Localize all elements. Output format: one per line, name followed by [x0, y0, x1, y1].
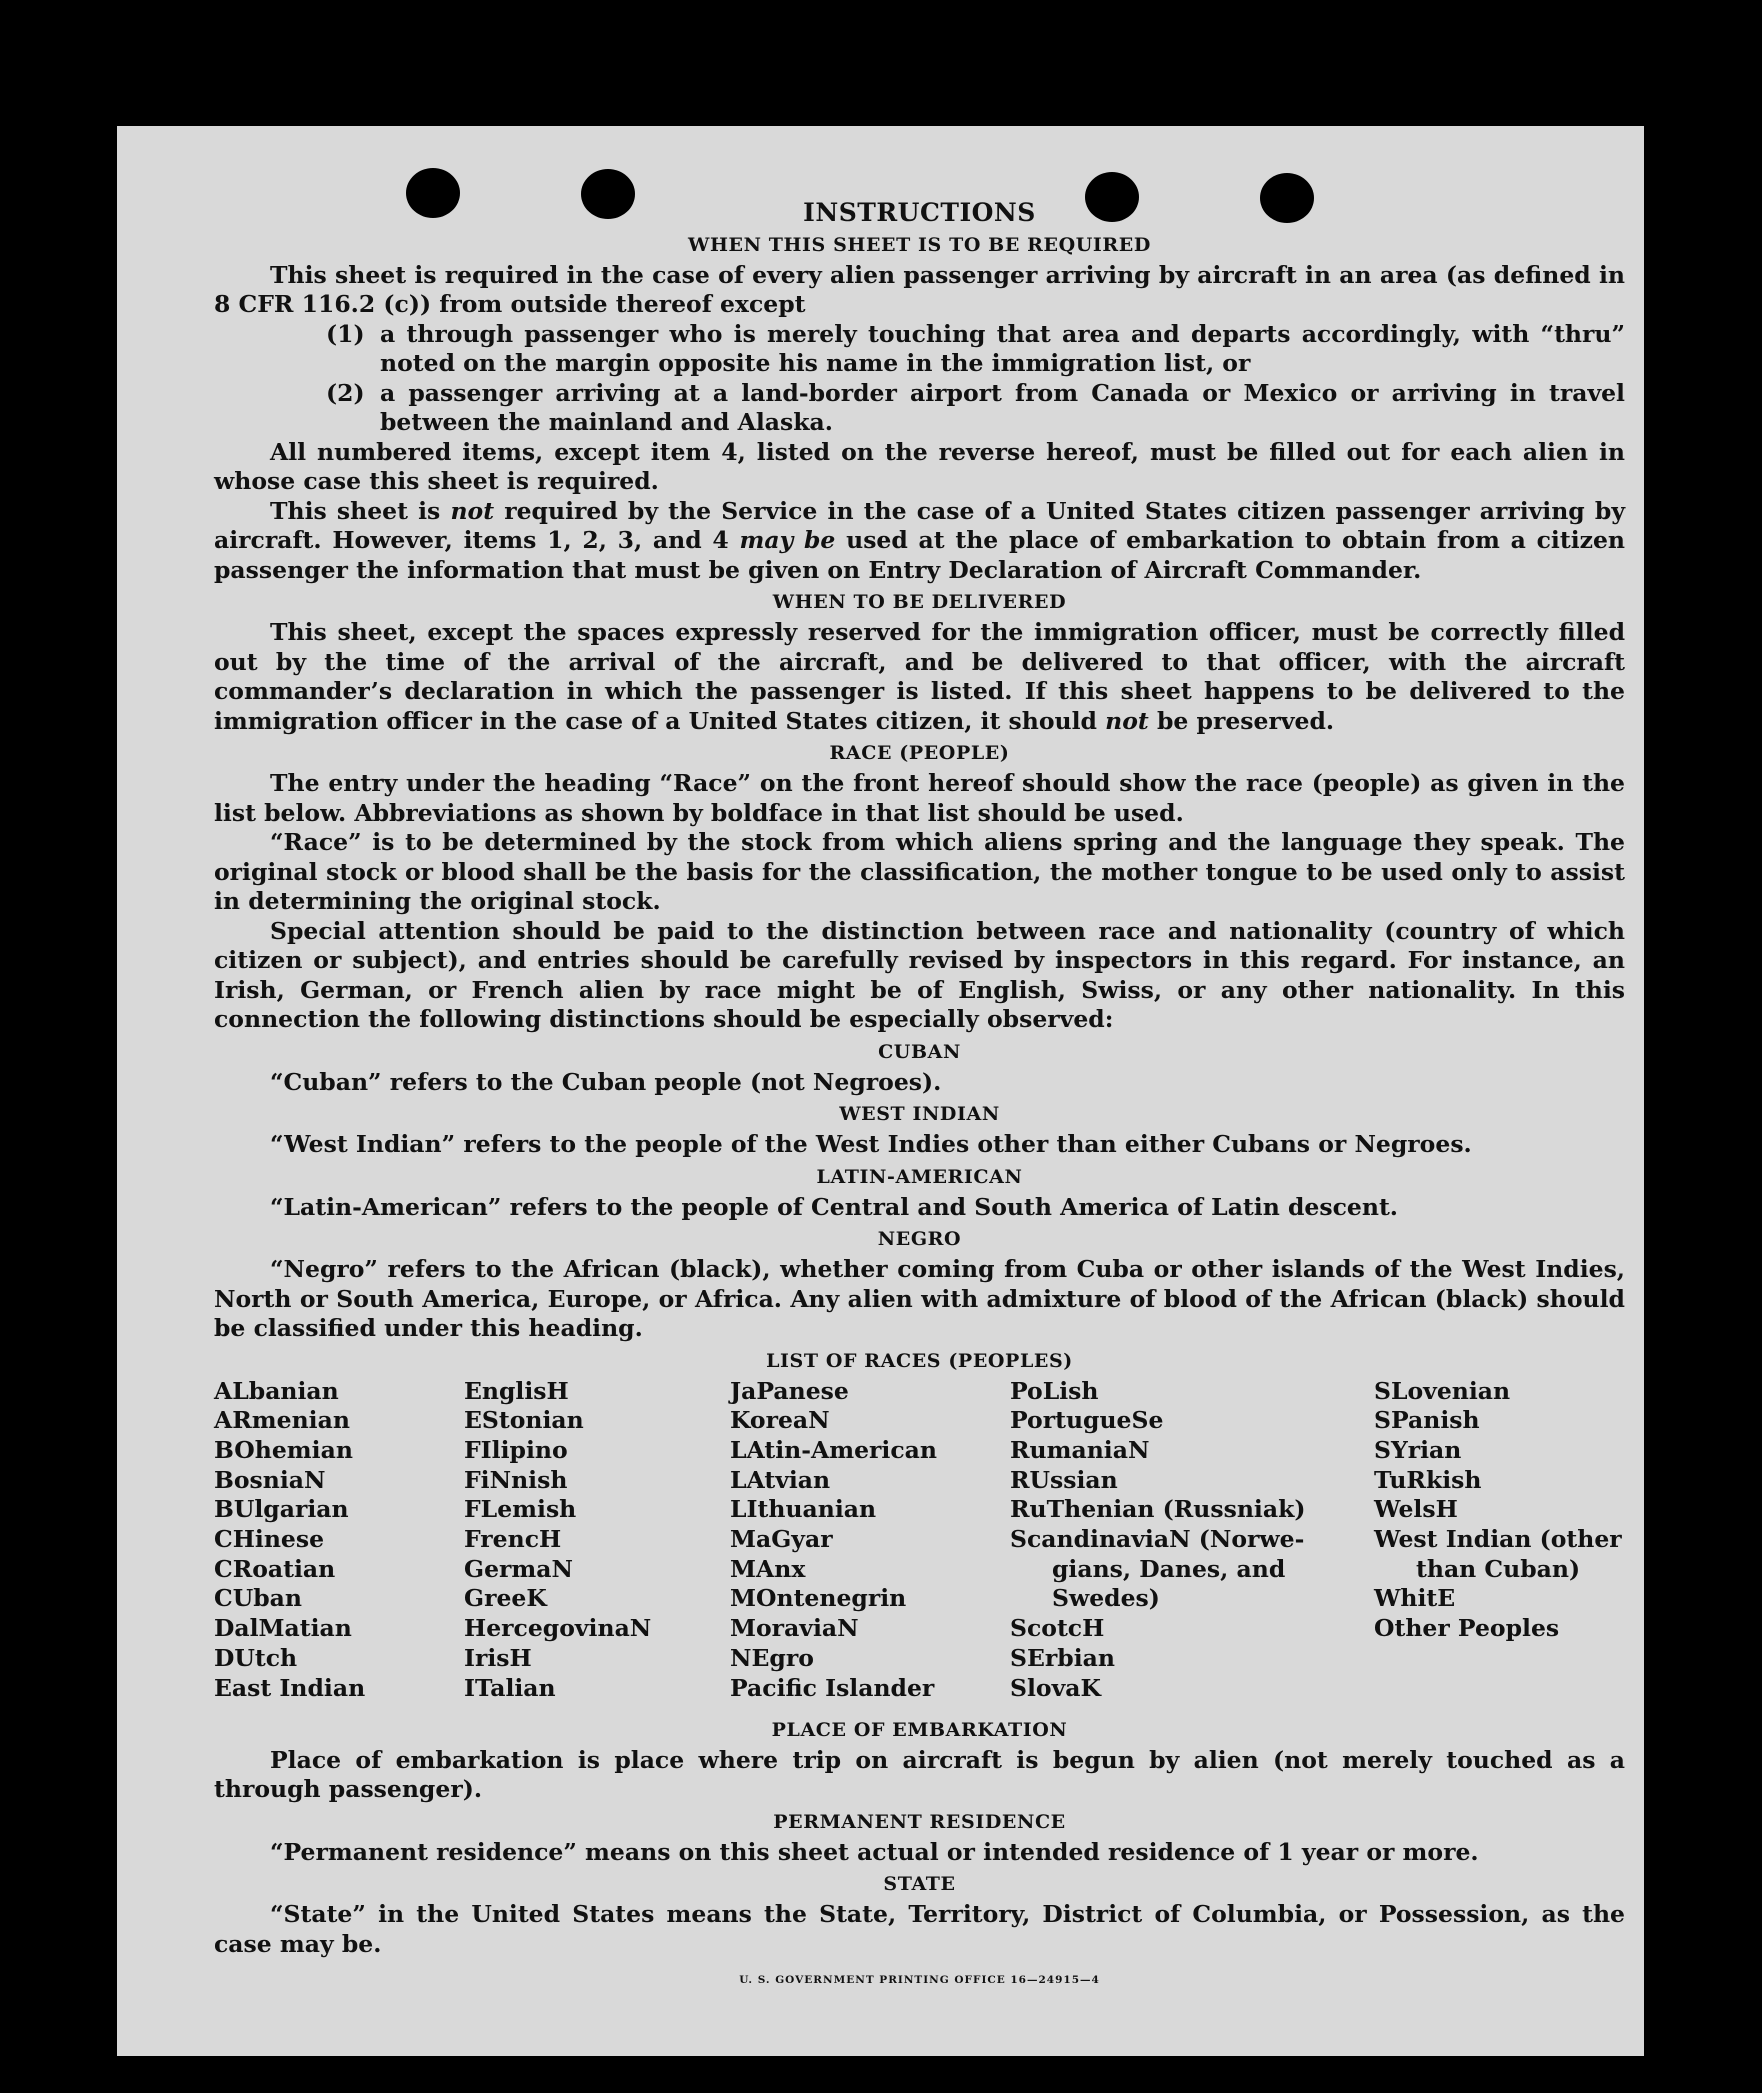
section-heading-west-indian: WEST INDIAN [839, 1103, 1000, 1125]
race-entry: NEgro [730, 1643, 814, 1672]
race-entry: MAnx [730, 1554, 806, 1583]
section-heading-race: RACE (PEOPLE) [829, 742, 1010, 764]
latin-american-definition: “Latin-American” refers to the people of Central and South America of Latin descent. [270, 1192, 1398, 1221]
race-entry: BUlgarian [214, 1495, 349, 1524]
section-heading-state: STATE [883, 1873, 956, 1895]
race-entry: SlovaK [1010, 1673, 1101, 1702]
emphasis-not: not [450, 496, 495, 525]
when-required-intro: This sheet is required in the case of every alien passenger arriving by aircraft in an area (as defined in 8 CFR 116.2 (c)) from outside thereof except [214, 260, 1625, 318]
item-text: a through passenger who is merely touching that area and departs accordingly, with “thru” noted on the margin opposite his name in the immigration list, or [380, 319, 1625, 377]
race-entry: SErbian [1010, 1643, 1115, 1672]
races-column-4 [1010, 1377, 1305, 1704]
race-entry: PoLish [1010, 1376, 1099, 1405]
list-of-races [214, 1377, 1625, 1713]
text-run: in that list should be used. [822, 798, 1184, 827]
text-run: used at the place of embarkation to obtain from a citizen passenger the information that must be given on Entry Declaration of Aircraft Commander. [214, 526, 1626, 584]
race-entry: RuThenian (Russniak) [1010, 1495, 1306, 1524]
race-entry: ScandinaviaN (Norwe- [1010, 1525, 1305, 1554]
race-entry: ARmenian [214, 1406, 350, 1435]
race-entry: RumaniaN [1010, 1435, 1150, 1464]
race-entry: SLovenian [1374, 1376, 1511, 1405]
race-entry: than Cuban) [1416, 1554, 1581, 1583]
item-text: a passenger arriving at a land-border airport from Canada or Mexico or arriving in travel between the mainland and Alaska. [380, 378, 1625, 436]
race-entry: SPanish [1374, 1406, 1480, 1435]
section-heading-when-required: WHEN THIS SHEET IS TO BE REQUIRED [688, 233, 1151, 256]
race-paragraph-3: Special attention should be paid to the distinction between race and nationality (country of which citizen or subject), and entries should be carefully revised by inspectors in this regard. For instance, an Irish, German, or French alien by race might be of English, Swiss, or any other nationality. In this connection the following distinctions should be especially observed: [214, 916, 1625, 1033]
text-run: required by the Service in the case of a United States citizen passenger arriving by aircraft. However, items 1, 2, 3, and 4 [214, 496, 1625, 554]
race-entry: Swedes) [1052, 1584, 1160, 1613]
races-column-1 [214, 1377, 365, 1704]
state-definition: “State” in the United States means the State, Territory, District of Columbia, or Possession, as the case may be. [214, 1900, 1625, 1958]
race-entry: BosniaN [214, 1465, 326, 1494]
race-entry: DalMatian [214, 1614, 352, 1643]
race-entry: IrisH [464, 1643, 532, 1672]
race-entry: FIlipino [464, 1435, 568, 1464]
section-heading-permanent-residence: PERMANENT RESIDENCE [773, 1810, 1066, 1833]
item-number: (2) [326, 378, 365, 407]
race-entry: SYrian [1374, 1435, 1462, 1464]
races-column-2 [464, 1377, 651, 1704]
race-entry: EStonian [464, 1406, 584, 1435]
race-entry: GermaN [464, 1554, 573, 1583]
races-column-3 [730, 1377, 937, 1704]
race-entry: Other Peoples [1374, 1614, 1560, 1643]
race-entry: East Indian [214, 1673, 366, 1702]
race-entry: MOntenegrin [730, 1584, 907, 1613]
races-column-5 [1374, 1377, 1622, 1644]
text-run: be preserved. [1148, 706, 1335, 735]
residence-definition: “Permanent residence” means on this sheet actual or intended residence of 1 year or more. [270, 1837, 1479, 1866]
section-heading-cuban: CUBAN [878, 1040, 961, 1063]
race-entry: GreeK [464, 1584, 547, 1613]
item-number: (1) [326, 319, 365, 348]
page-title: INSTRUCTIONS [803, 198, 1036, 227]
west-indian-definition: “West Indian” refers to the people of the West Indies other than either Cubans or Negroes. [270, 1130, 1472, 1158]
race-entry: FiNnish [464, 1465, 568, 1494]
race-entry: ITalian [464, 1673, 556, 1702]
race-entry: gians, Danes, and [1052, 1554, 1286, 1583]
exception-item-2 [214, 379, 1625, 438]
race-entry: MoraviaN [730, 1614, 859, 1643]
printing-office-footer: U. S. GOVERNMENT PRINTING OFFICE 16—24915—4 [739, 1974, 1100, 1986]
text-run: This sheet is [270, 496, 451, 525]
race-entry: ScotcH [1010, 1614, 1105, 1643]
negro-definition: “Negro” refers to the African (black), whether coming from Cuba or other islands of the West Indies, North or South America, Europe, or Africa. Any alien with admixture of blood of the African (black) should be classified under this heading. [214, 1255, 1625, 1342]
emphasis-not: not [1105, 706, 1149, 735]
race-entry: CHinese [214, 1525, 325, 1554]
race-entry: LAtvian [730, 1465, 831, 1494]
race-entry: FrencH [464, 1525, 562, 1554]
race-entry: HercegovinaN [464, 1614, 652, 1643]
document-sheet [117, 126, 1644, 2056]
citizen-paragraph [214, 497, 1625, 586]
embarkation-definition: Place of embarkation is place where trip on aircraft is begun by alien (not merely touched as a through passenger). [214, 1745, 1625, 1803]
text-run: The entry under the heading “Race” on the front hereof should show the race (people) as given in the list below. Abbreviations as shown by [214, 769, 1625, 827]
race-entry: JaPanese [730, 1376, 849, 1405]
race-entry: WhitE [1374, 1584, 1456, 1613]
race-entry: WelsH [1374, 1495, 1458, 1524]
race-entry: CUban [214, 1584, 302, 1613]
race-entry: FLemish [464, 1495, 577, 1524]
when-delivered-paragraph [214, 618, 1625, 736]
race-entry: DUtch [214, 1643, 298, 1672]
section-heading-list-of-races: LIST OF RACES (PEOPLES) [766, 1349, 1073, 1372]
race-entry: CRoatian [214, 1554, 336, 1583]
race-entry: MaGyar [730, 1525, 833, 1554]
section-heading-latin-american: LATIN-AMERICAN [816, 1165, 1023, 1188]
race-entry: KoreaN [730, 1406, 830, 1435]
race-entry: RUssian [1010, 1465, 1118, 1494]
race-paragraph-2: “Race” is to be determined by the stock from which aliens spring and the language they speak. The original stock or blood shall be the basis for the classification, the mother tongue to be used only to assist in determining the original stock. [214, 828, 1625, 915]
race-entry: TuRkish [1374, 1465, 1482, 1494]
instructions-content [214, 198, 1625, 1987]
race-entry: PortugueSe [1010, 1406, 1164, 1435]
emphasis-may-be: may be [739, 526, 836, 554]
numbered-items-paragraph: All numbered items, except item 4, listed on the reverse hereof, must be filled out for each alien in whose case this sheet is required. [214, 437, 1625, 495]
cuban-definition: “Cuban” refers to the Cuban people (not Negroes). [270, 1067, 942, 1096]
exception-item-1 [214, 320, 1625, 379]
race-paragraph-1 [214, 769, 1625, 828]
race-entry: LIthuanian [730, 1495, 877, 1524]
boldface-word: boldface [710, 798, 823, 827]
race-entry: Pacific Islander [730, 1673, 935, 1702]
race-entry: ALbanian [214, 1376, 339, 1405]
section-heading-when-delivered: WHEN TO BE DELIVERED [772, 591, 1067, 613]
race-entry: LAtin-American [730, 1435, 937, 1464]
section-heading-embarkation: PLACE OF EMBARKATION [771, 1718, 1068, 1741]
race-entry: West Indian (other [1374, 1525, 1622, 1554]
section-heading-negro: NEGRO [877, 1228, 962, 1250]
race-entry: EnglisH [464, 1376, 569, 1405]
text-run: This sheet, except the spaces expressly reserved for the immigration officer, must be correctly filled out by the time of the arrival of the aircraft, and be delivered to that officer, with the aircraft commander’s declaration in which the passenger is listed. If this sheet happens to be delivered to the immigration officer in the case of a United States citizen, it should [214, 618, 1625, 735]
race-entry: BOhemian [214, 1435, 353, 1464]
